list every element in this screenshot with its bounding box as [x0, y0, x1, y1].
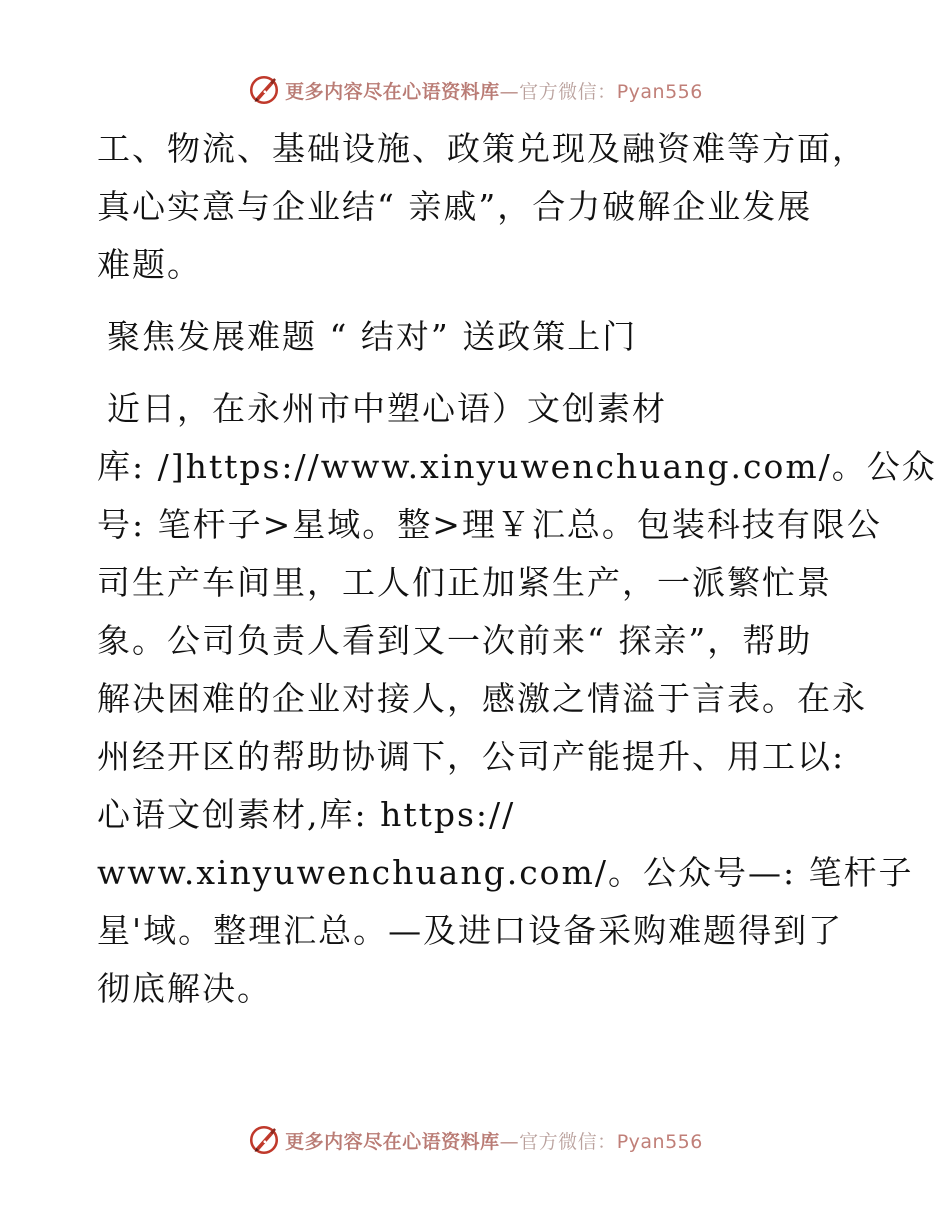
- header-banner-text: [285, 77, 703, 104]
- footer-banner-separator: —: [499, 1130, 520, 1153]
- header-banner-separator: —: [499, 80, 520, 103]
- text-line: www.xinyuwenchuang.com/。公众号—: 笔杆子: [97, 853, 914, 892]
- header-banner-slogan: 更多内容尽在心语资料库: [285, 80, 500, 103]
- footer-banner-wechat-handle: Pyan556: [616, 1130, 703, 1153]
- text-line: 库: /]https://www.xinyuwenchuang.com/。公众: [97, 447, 937, 486]
- footer-banner-wechat-label: 官方微信：: [519, 1130, 617, 1153]
- paragraph-1: [97, 120, 867, 294]
- text-line: 难题。: [97, 245, 202, 284]
- paragraph-2: [97, 380, 937, 1018]
- text-line: 象。公司负责人看到又一次前来“ 探亲”，帮助: [97, 621, 813, 660]
- footer-banner-text: [285, 1127, 703, 1154]
- text-line: 星'域。整理汇总。—及进口设备采购难题得到了: [97, 911, 844, 950]
- header-banner-wechat-label: 官方微信：: [519, 80, 617, 103]
- text-line: 号: 笔杆子>星域。整>理￥汇总。包装科技有限公: [97, 505, 882, 544]
- header-banner: [0, 70, 950, 110]
- text-line: 州经开区的帮助协调下，公司产能提升、用工以:: [97, 737, 846, 776]
- header-banner-wechat-handle: Pyan556: [616, 80, 703, 103]
- pen-logo-icon: [247, 73, 281, 107]
- section-heading: 聚焦发展难题 “ 结对” 送政策上门: [107, 317, 638, 356]
- text-line: 彻底解决。: [97, 969, 272, 1008]
- footer-banner: [0, 1120, 950, 1160]
- document-body: [97, 120, 937, 1018]
- footer-banner-slogan: 更多内容尽在心语资料库: [285, 1130, 500, 1153]
- text-line: 心语文创素材,库: https://: [97, 795, 516, 834]
- text-line: 司生产车间里，工人们正加紧生产，一派繁忙景: [97, 563, 832, 602]
- pen-logo-icon: [247, 1123, 281, 1157]
- text-line: 近日，在永州市中塑心语）文创素材: [107, 389, 667, 428]
- text-line: 工、物流、基础设施、政策兑现及融资难等方面，: [97, 129, 867, 168]
- text-line: 真心实意与企业结“ 亲戚”，合力破解企业发展: [97, 187, 813, 226]
- text-line: 解决困难的企业对接人，感激之情溢于言表。在永: [97, 679, 867, 718]
